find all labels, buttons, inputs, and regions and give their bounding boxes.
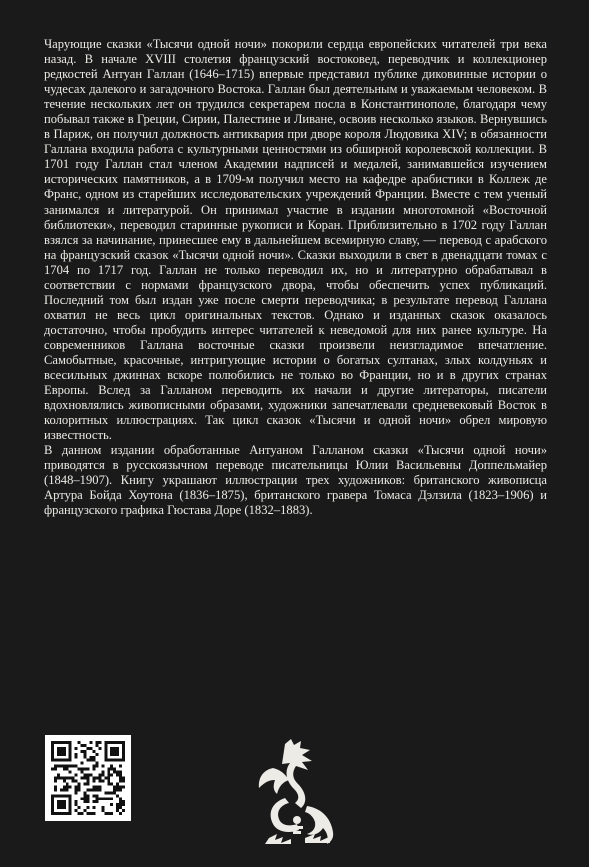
paragraph-edition-note: В данном издании обработанные Антуаном Галланом сказки «Тысячи одной ночи» приводятся в русскоязычном переводе писательницы Юлии Васильевны Доппельмайер (1848–1907). Книгу украшают иллюстрации трех художников: британского живописца Артура Бойда Хоутона (1836–1875), британского гравера Томаса Дэлзила (1823–1906) и французского графика Гюстава Доре (1832–1883).	[44, 443, 547, 518]
paragraph-gallan-history: Чарующие сказки «Тысячи одной ночи» покорили сердца европейских читателей три века назад. В начале XVIII столетия французский востоковед, переводчик и коллекционер редкостей Антуан Галлан (1646–1715) впервые представил публике диковинные истории о чудесах далекого и загадочного Востока. Галлан был деятельным и уважаемым человеком. В течение нескольких лет он трудился секретарем посла в Константинополе, благодаря чему побывал также в Греции, Сирии, Палестине и Ливане, освоив несколько языков. Вернувшись в Париж, он получил должность антиквария при дворе короля Людовика XIV; в обязанности Галлана входила работа с культурными ценностями из обширной королевской коллекции. В 1701 году Галлан стал членом Академии надписей и медалей, занимавшейся изучением исторических памятников, а в 1709-м получил место на кафедре арабистики в Коллеж де Франс, одном из старейших исследовательских учреждений Франции. Вместе с тем ученый занимался и литературой. Он принимал участие в издании многотомной «Восточной библиотеки», переводил старинные рукописи и Коран. Приблизительно в 1702 году Галлан взялся за начинание, принесшее ему в дальнейшем всемирную славу, — перевод с арабского на французский сказок «Тысячи одной ночи». Сказки выходили в свет в двенадцати томах с 1704 по 1717 год. Галлан не только переводил их, но и литературно обрабатывал в соответствии с нормами французского двора, чтобы обеспечить успех публикаций. Последний том был издан уже после смерти переводчика; в результате перевод Галлана охватил не весь цикл оригинальных текстов. Однако и изданных сказок оказалось достаточно, чтобы пробудить интерес читателей к неведомой для них ранее культуре. На современников Галлана восточные сказки произвели неизгладимое впечатление. Самобытные, красочные, интригующие истории о богатых султанах, злых колдуньях и всесильных джиннах вскоре полюбились не только во Франции, но и в других странах Европы. Вслед за Галланом переводить их начали и другие литераторы, писатели вдохновлялись живописными образами, художники запечатлевали средневековый Восток в колоритных иллюстрациях. Так цикл сказок «Тысячи и одной ночи» обрел мировую известность.	[44, 37, 547, 443]
description-text	[44, 37, 547, 519]
qr-code-icon[interactable]	[45, 735, 131, 821]
dragon-emblem-icon	[255, 738, 345, 848]
